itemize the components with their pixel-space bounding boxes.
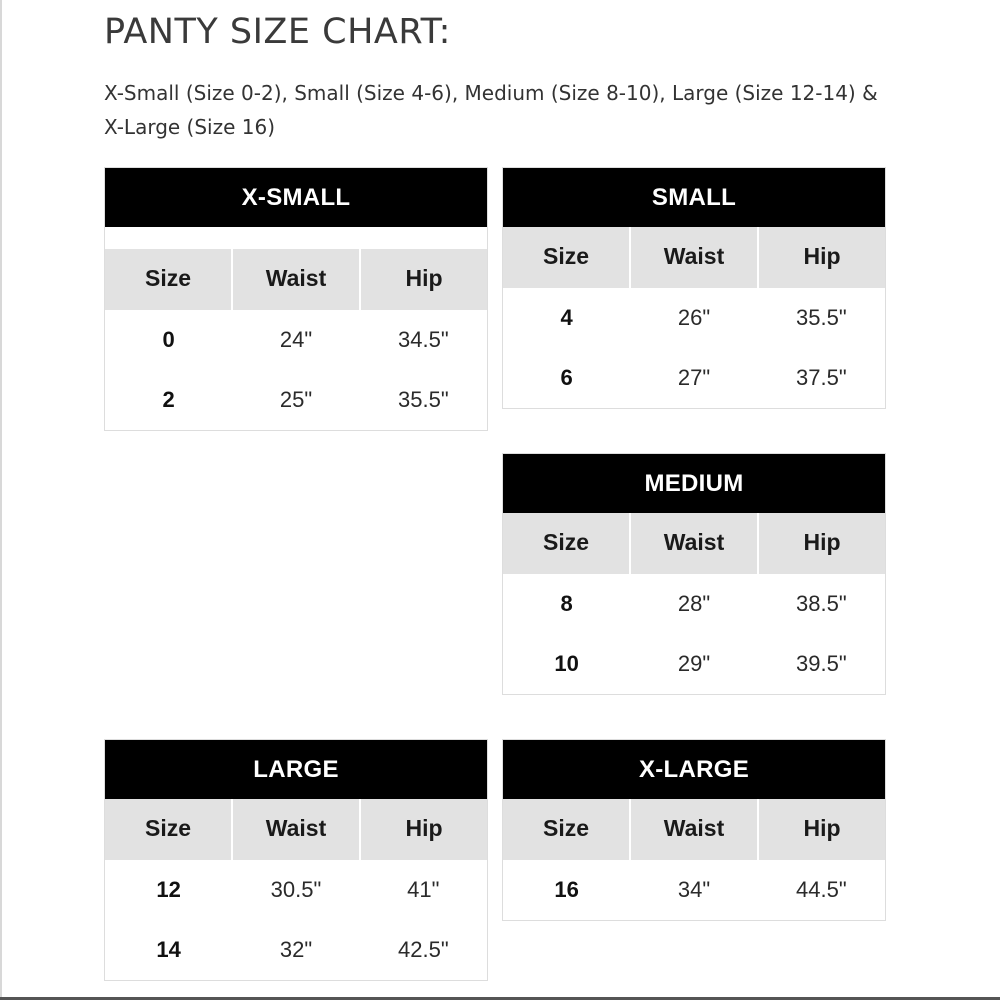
- table-row: [105, 920, 487, 980]
- size-cell: 12: [156, 877, 181, 902]
- hip-cell: 44.5": [796, 877, 847, 902]
- size-cell: 16: [554, 877, 579, 902]
- table-row: [503, 348, 885, 408]
- intro-text: X-Small (Size 0-2), Small (Size 4-6), Medium (Size 8-10), Large (Size 12-14) & X-Large (Size 16): [104, 81, 878, 139]
- table-title: SMALL: [503, 168, 885, 227]
- column-header-size: Size: [105, 799, 233, 860]
- size-cell: 6: [560, 365, 573, 390]
- waist-cell: 25": [279, 387, 313, 412]
- page-left-edge: [0, 0, 2, 1000]
- size-cell: 14: [156, 937, 181, 962]
- hip-cell: 34.5": [398, 327, 449, 352]
- column-header-hip: Hip: [405, 815, 443, 841]
- hip-cell: 41": [407, 877, 440, 902]
- column-header-waist: Waist: [631, 799, 759, 860]
- table-title: LARGE: [105, 740, 487, 799]
- column-header-size: Size: [503, 513, 631, 574]
- table-x-large: [502, 739, 886, 921]
- waist-cell: 24": [279, 327, 313, 352]
- waist-cell: 26": [677, 305, 711, 330]
- column-header-row: [105, 799, 487, 860]
- column-header-waist: Waist: [233, 799, 361, 860]
- column-header-waist: Waist: [233, 249, 361, 310]
- size-cell: 4: [560, 305, 573, 330]
- waist-cell: 28": [677, 591, 711, 616]
- column-header-size: Size: [503, 799, 631, 860]
- table-row: [503, 634, 885, 694]
- page-title: PANTY SIZE CHART:: [104, 12, 451, 52]
- table-large: [104, 739, 488, 981]
- column-header-size: Size: [503, 227, 631, 288]
- column-header-waist: Waist: [631, 227, 759, 288]
- column-header-size: Size: [105, 249, 233, 310]
- table-title: X-LARGE: [503, 740, 885, 799]
- waist-cell: 32": [279, 937, 313, 962]
- size-cell: 0: [162, 327, 175, 352]
- table-x-small: [104, 167, 488, 431]
- column-header-hip: Hip: [405, 265, 443, 291]
- table-spacer: [105, 227, 487, 249]
- table-row: [503, 860, 885, 920]
- column-header-row: [503, 799, 885, 860]
- waist-cell: 29": [677, 651, 711, 676]
- waist-cell: 27": [677, 365, 711, 390]
- hip-cell: 35.5": [398, 387, 449, 412]
- hip-cell: 39.5": [796, 651, 847, 676]
- table-row: [105, 370, 487, 430]
- column-header-row: [105, 249, 487, 310]
- column-header-hip: Hip: [803, 815, 841, 841]
- size-cell: 2: [162, 387, 175, 412]
- waist-cell: 30.5": [270, 877, 322, 902]
- column-header-hip: Hip: [803, 243, 841, 269]
- hip-cell: 37.5": [796, 365, 847, 390]
- table-title: X-SMALL: [105, 168, 487, 227]
- waist-cell: 34": [677, 877, 711, 902]
- column-header-hip: Hip: [803, 529, 841, 555]
- column-header-row: [503, 513, 885, 574]
- table-medium: [502, 453, 886, 695]
- size-cell: 10: [554, 651, 579, 676]
- size-cell: 8: [560, 591, 573, 616]
- hip-cell: 38.5": [796, 591, 847, 616]
- table-small: [502, 167, 886, 409]
- hip-cell: 35.5": [796, 305, 847, 330]
- table-row: [105, 310, 487, 370]
- table-title: MEDIUM: [503, 454, 885, 513]
- table-row: [105, 860, 487, 920]
- column-header-row: [503, 227, 885, 288]
- table-row: [503, 288, 885, 348]
- hip-cell: 42.5": [398, 937, 449, 962]
- column-header-waist: Waist: [631, 513, 759, 574]
- table-row: [503, 574, 885, 634]
